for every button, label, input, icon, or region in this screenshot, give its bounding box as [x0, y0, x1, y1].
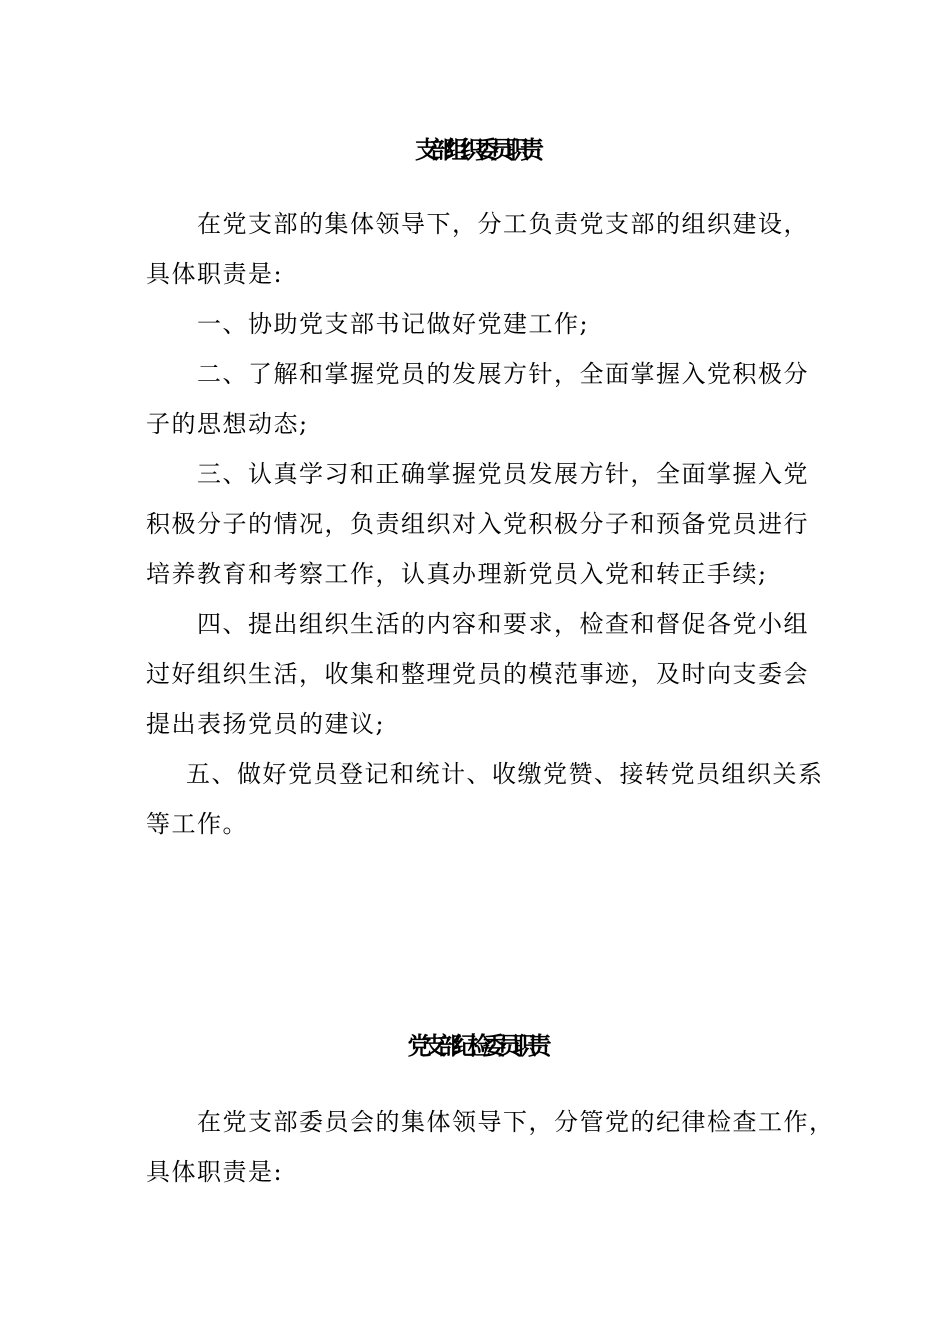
- section1-line: 四、提出组织生活的内容和要求，检查和督促各党小组: [197, 610, 809, 638]
- section1-title: 支部组织委员职责: [415, 135, 535, 164]
- section1-line: 培养教育和考察工作，认真办理新党员入党和转正手续;: [146, 560, 768, 588]
- section2-title: 党支部纪检委员职责: [407, 1031, 543, 1060]
- section2-line: 在党支部委员会的集体领导下，分管党的纪律检查工作，: [197, 1108, 835, 1136]
- section1-line: 一、协助党支部书记做好党建工作;: [197, 310, 590, 338]
- section2-line: 具体职责是:: [146, 1158, 284, 1186]
- section1-line: 在党支部的集体领导下，分工负责党支部的组织建设，: [197, 210, 809, 238]
- section1-line: 五、做好党员登记和统计、收缴党赞、接转党员组织关系: [186, 760, 824, 788]
- section1-line: 提出表扬党员的建议;: [146, 710, 386, 738]
- section1-line: 等工作。: [146, 810, 248, 838]
- section1-line: 积极分子的情况，负责组织对入党积极分子和预备党员进行: [146, 510, 809, 538]
- section1-line: 具体职责是:: [146, 260, 284, 288]
- section1-line: 三、认真学习和正确掌握党员发展方针，全面掌握入党: [197, 460, 809, 488]
- section1-line: 子的思想动态;: [146, 410, 309, 438]
- section1-line: 二、了解和掌握党员的发展方针，全面掌握入党积极分: [197, 360, 809, 388]
- section1-line: 过好组织生活，收集和整理党员的模范事迹，及时向支委会: [146, 660, 809, 688]
